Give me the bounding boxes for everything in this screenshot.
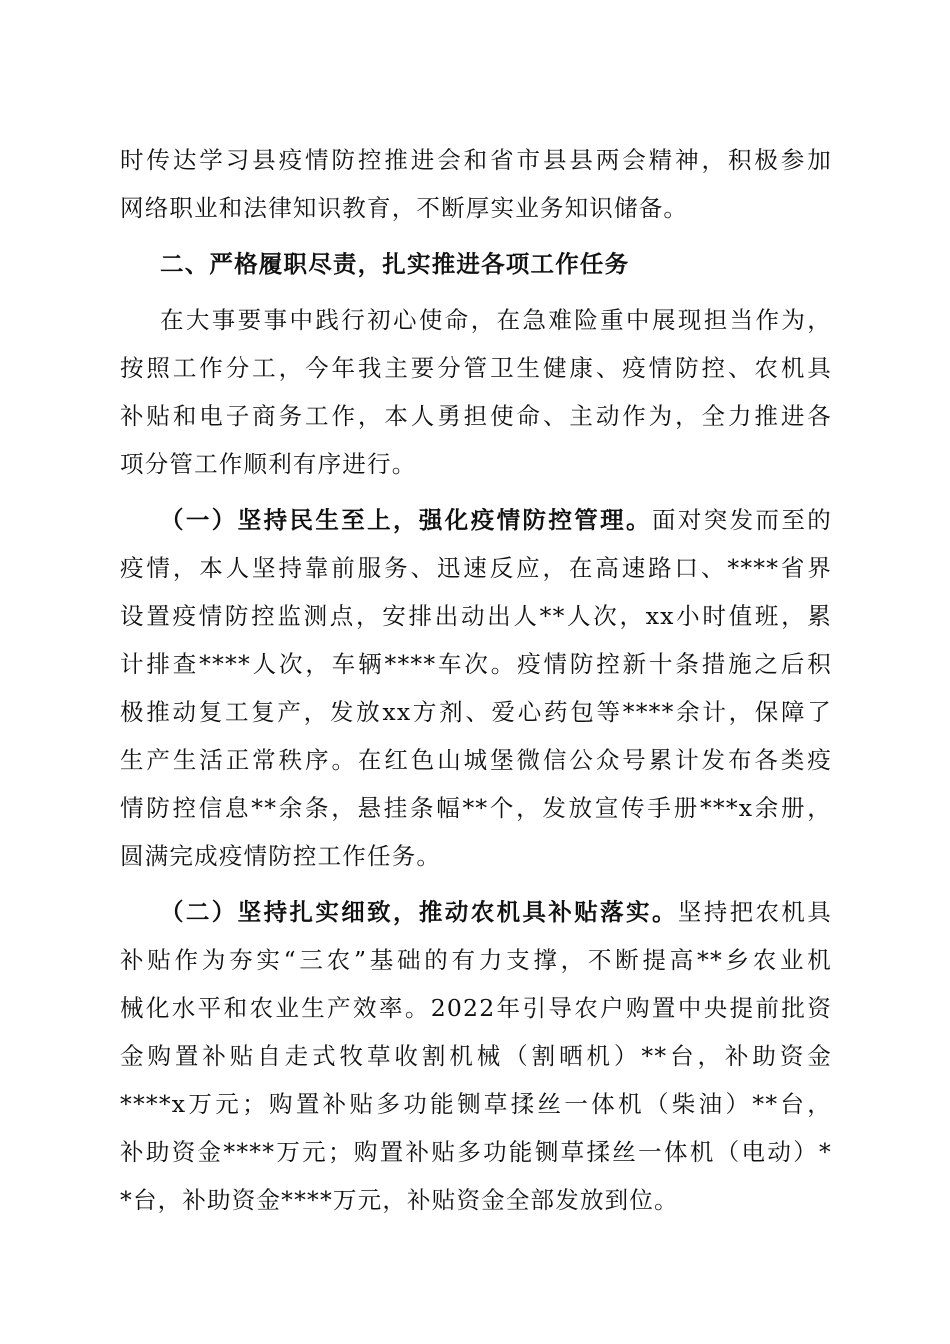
subsection-lead: （一）坚持民生至上，强化疫情防控管理。 (160, 506, 652, 534)
section-heading-block (120, 240, 832, 288)
text-line: 金购置补贴自走式牧草收割机械（割晒机）**台，补助资金 (120, 1042, 832, 1070)
text-line: ****x万元；购置补贴多功能铡草揉丝一体机（柴油）**台， (120, 1090, 832, 1118)
paragraph-overview (120, 296, 832, 488)
text-line: 圆满完成疫情防控工作任务。 (120, 842, 442, 870)
text-line: 补贴作为夯实“三农”基础的有力支撑，不断提高**乡农业机 (120, 946, 832, 974)
text-run: 坚持把农机具 (677, 898, 832, 926)
text-line: 补贴和电子商务工作，本人勇担使命、主动作为，全力推进各 (120, 402, 832, 430)
subsection-lead: （二）坚持扎实细致，推动农机具补贴落实。 (160, 898, 678, 926)
text-line: *台，补助资金****万元，补贴资金全部发放到位。 (120, 1186, 679, 1214)
text-line: 械化水平和农业生产效率。2022年引导农户购置中央提前批资 (120, 994, 832, 1022)
text-line: 按照工作分工，今年我主要分管卫生健康、疫情防控、农机具 (120, 354, 832, 382)
text-line: 极推动复工复产，发放xx方剂、爱心药包等****余计，保障了 (120, 698, 832, 726)
text-line (120, 496, 832, 544)
document-body (120, 136, 832, 1232)
text-line: 生产生活正常秩序。在红色山城堡微信公众号累计发布各类疫 (120, 746, 832, 774)
paragraph-epidemic-control (120, 496, 832, 880)
text-line: 补助资金****万元；购置补贴多功能铡草揉丝一体机（电动）* (120, 1138, 832, 1166)
text-line: 在大事要事中践行初心使命，在急难险重中展现担当作为， (160, 306, 832, 334)
text-line: 情防控信息**余条，悬挂条幅**个，发放宣传手册***x余册， (120, 794, 832, 822)
text-line: 网络职业和法律知识教育，不断厚实业务知识储备。 (120, 194, 689, 222)
text-line: 时传达学习县疫情防控推进会和省市县县两会精神，积极参加 (120, 146, 832, 174)
text-line: 项分管工作顺利有序进行。 (120, 450, 417, 478)
text-line: 疫情，本人坚持靠前服务、迅速反应，在高速路口、****省界 (120, 554, 832, 582)
paragraph-intro (120, 136, 832, 232)
section-heading: 二、严格履职尽责，扎实推进各项工作任务 (160, 250, 630, 278)
text-line: 设置疫情防控监测点，安排出动出人**人次，xx小时值班，累 (120, 602, 832, 630)
text-line (120, 888, 832, 936)
text-line: 计排查****人次，车辆****车次。疫情防控新十条措施之后积 (120, 650, 832, 678)
paragraph-machinery-subsidy (120, 888, 832, 1224)
text-run: 面对突发而至的 (651, 506, 832, 534)
